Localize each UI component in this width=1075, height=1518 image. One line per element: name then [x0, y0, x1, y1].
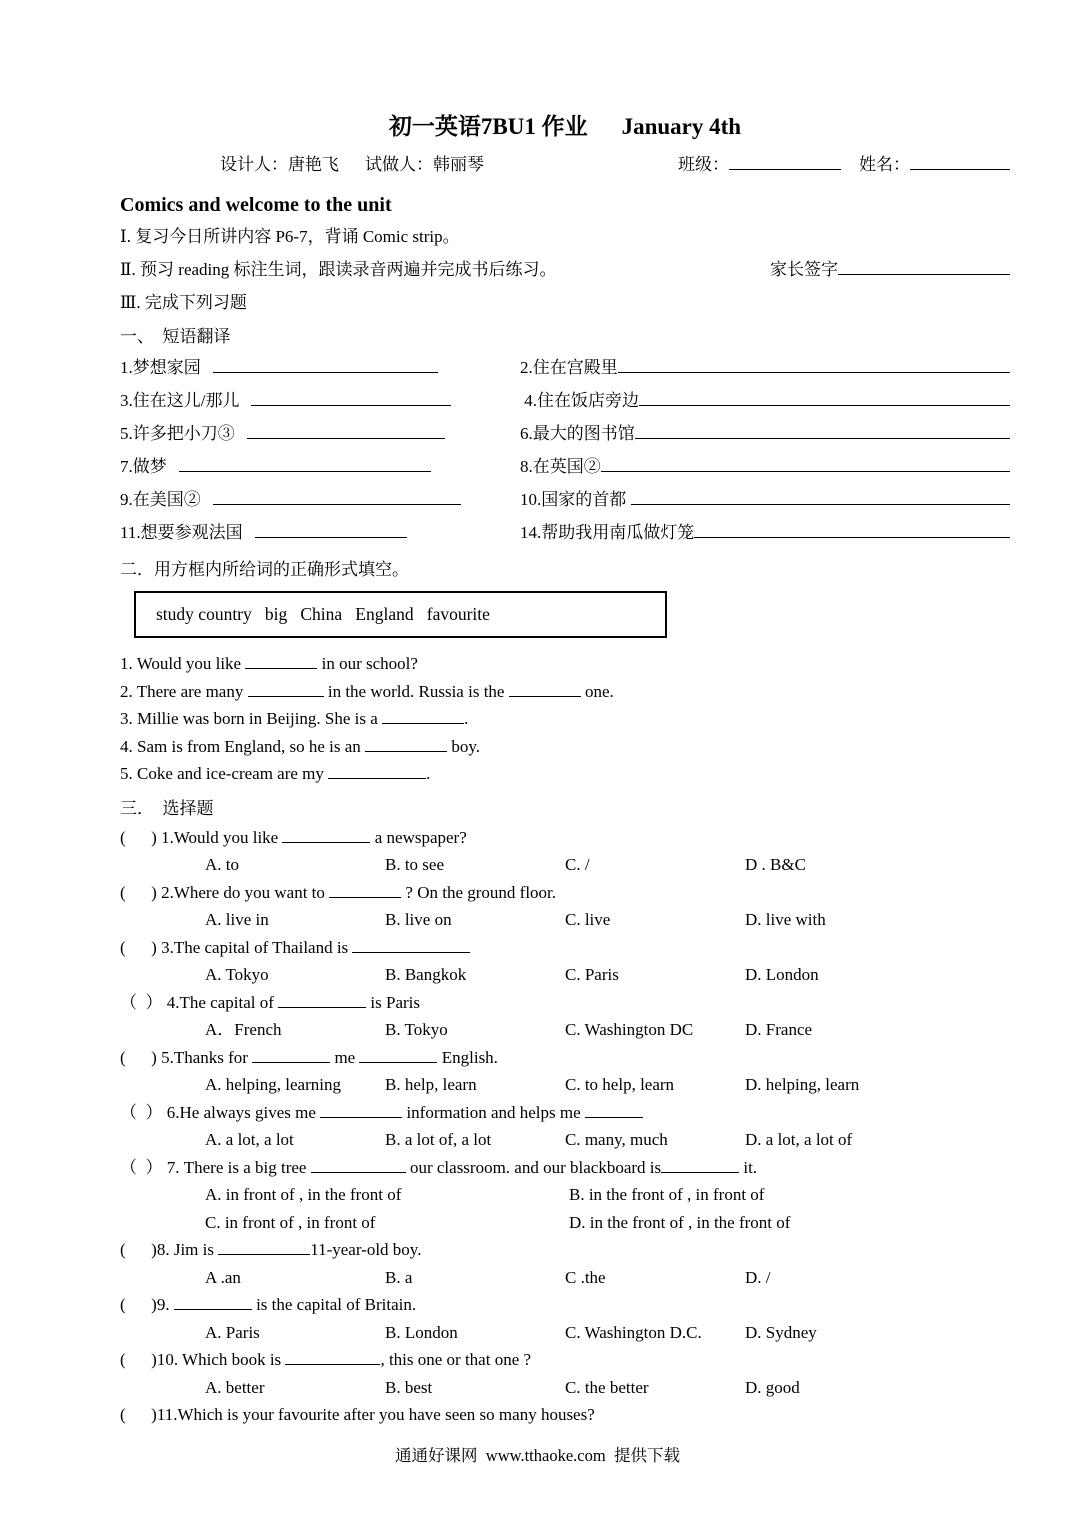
mc-option: C. many, much: [565, 1130, 668, 1149]
mc-option: D. a lot, a lot of: [745, 1130, 853, 1149]
answer-blank-line: [213, 357, 438, 373]
mc-option-row: [120, 1209, 1010, 1237]
mc-option: C. the better: [565, 1377, 649, 1397]
mc-option: A. to: [205, 855, 239, 874]
task-list: [120, 220, 1010, 319]
text-segment: 1.Would you like: [161, 827, 283, 847]
mc-questions: [120, 824, 1010, 1429]
phrase-label: 14.帮助我用南瓜做灯笼: [520, 523, 695, 542]
mc-option: B. Bangkok: [385, 965, 467, 984]
signature-blank-line: [838, 259, 1010, 275]
text-segment: 8. Jim is: [156, 1240, 219, 1259]
phrase-label: 7.做梦: [120, 457, 167, 476]
answer-blank-line: [585, 1101, 643, 1117]
text-segment: 7. There is a big tree: [166, 1157, 311, 1177]
answer-blank-line: [618, 357, 1010, 373]
answer-blank-line: [601, 456, 1010, 472]
phrase-label: 5.许多把小刀③: [120, 424, 235, 443]
phrase-label: 11.想要参观法国: [120, 523, 243, 542]
mc-option-row: [120, 1016, 1010, 1044]
mc-option: B. in the front of , in front of: [569, 1185, 765, 1204]
mc-option-row: [120, 851, 1010, 879]
answer-blank-line: [255, 522, 407, 538]
text-segment: in the world. Russia is the: [323, 681, 509, 701]
answer-blank-line: [359, 1046, 437, 1062]
answer-blank-line: [328, 763, 426, 779]
mc-question: [120, 1346, 1010, 1374]
phrase-grid: [120, 353, 1010, 551]
mc-option: A．French: [205, 1020, 282, 1039]
mc-option: C. /: [565, 855, 590, 874]
answer-blank-line: [247, 423, 445, 439]
text-segment: 4.The capital of: [166, 992, 279, 1012]
name-label: 姓名：: [859, 155, 910, 174]
answer-parentheses: （ ）: [120, 992, 167, 1012]
mc-question: [120, 1154, 1010, 1182]
phrase-row: [120, 452, 1010, 485]
mc-option: A. helping, learning: [205, 1075, 341, 1094]
mc-option-row: [120, 1319, 1010, 1347]
mc-question: [120, 1291, 1010, 1319]
title-chinese: 初一英语7BU1 作业: [388, 114, 588, 139]
answer-parentheses: ( ): [120, 827, 162, 847]
answer-blank-line: [218, 1239, 310, 1255]
answer-blank-line: [245, 653, 317, 669]
mc-option: C. live: [565, 910, 611, 929]
text-segment: 5. Coke and ice-cream are my: [120, 764, 329, 783]
task-item: [120, 286, 1010, 319]
mc-option: D . B&C: [745, 855, 806, 874]
answer-parentheses: ( ): [120, 1240, 157, 1259]
phrase-item: [520, 386, 1010, 411]
mc-option-row: [120, 961, 1010, 989]
unit-heading: Comics and welcome to the unit: [120, 194, 392, 216]
mc-option: B. a lot of, a lot: [385, 1130, 492, 1149]
task-item: [120, 253, 1010, 286]
answer-blank-line: [631, 489, 1011, 505]
answer-blank-line: [365, 735, 447, 751]
text-segment: in our school?: [317, 654, 418, 673]
answer-blank-line: [320, 1101, 402, 1117]
answer-blank-line: [661, 1156, 739, 1172]
answer-blank-line: [174, 1294, 252, 1310]
mc-option: B. live on: [385, 910, 452, 929]
phrase-item: [520, 419, 1010, 444]
mc-option: A. in front of , in the front of: [205, 1185, 402, 1204]
mc-question: [120, 1099, 1010, 1127]
text-segment: .: [426, 764, 431, 783]
task-text: Ⅰ. 复习今日所讲内容 P6-7，背诵 Comic strip。: [120, 227, 460, 246]
answer-parentheses: ( ): [120, 1405, 157, 1424]
answer-parentheses: ( ): [120, 1295, 157, 1314]
authors: [120, 150, 484, 180]
fill-in-sentence: [120, 650, 1010, 678]
answer-blank-line: [382, 708, 464, 724]
text-segment: ? On the ground floor.: [401, 882, 557, 902]
text-segment: English.: [437, 1047, 498, 1067]
footer-watermark: 通通好课网 www.tthaoke.com 提供下载: [395, 1446, 680, 1465]
phrase-row: [120, 386, 1010, 419]
mc-option: D. good: [745, 1377, 800, 1397]
mc-option: D. London: [745, 965, 819, 984]
phrase-row: [120, 518, 1010, 551]
meta-row: [120, 150, 1010, 180]
answer-blank-line: [352, 936, 470, 952]
answer-blank-line: [213, 489, 461, 505]
phrase-item: [520, 518, 1010, 543]
text-segment: 3.The capital of Thailand is: [161, 937, 353, 957]
mc-option: A. a lot, a lot: [205, 1130, 294, 1149]
answer-parentheses: ( ): [120, 1350, 157, 1369]
text-segment: 3. Millie was born in Beijing. She is a: [120, 709, 383, 728]
text-segment: .: [464, 709, 469, 728]
answer-blank-line: [278, 991, 366, 1007]
answer-blank-line: [282, 826, 370, 842]
mc-option: B. help, learn: [385, 1075, 477, 1094]
student-fields: [678, 150, 1010, 180]
answer-blank-line: [639, 390, 1010, 406]
designer-label: 设计人：唐艳飞: [220, 155, 339, 174]
phrase-item: [120, 386, 520, 411]
answer-parentheses: ( ): [120, 882, 162, 902]
mc-question: [120, 879, 1010, 907]
answer-parentheses: ( ): [120, 1047, 162, 1067]
mc-option: A. Paris: [205, 1322, 260, 1342]
section3-heading: 三． 选择题: [120, 798, 214, 818]
mc-question: [120, 1044, 1010, 1072]
phrase-label: 6.最大的图书馆: [520, 424, 635, 443]
phrase-label: 3.住在这儿/那儿: [120, 391, 240, 410]
class-label: 班级：: [678, 155, 729, 174]
phrase-label: 9.在美国②: [120, 490, 201, 509]
text-segment: 10. Which book is: [156, 1350, 286, 1369]
mc-question: [120, 989, 1010, 1017]
mc-option: D. Sydney: [745, 1322, 817, 1342]
text-segment: , this one or that one ?: [380, 1350, 532, 1369]
answer-blank-line: [311, 1156, 406, 1172]
class-blank-line: [729, 154, 841, 170]
text-segment: 6.He always gives me: [166, 1102, 321, 1122]
mc-option: B. London: [385, 1322, 458, 1342]
mc-option: D. helping, learn: [745, 1075, 860, 1094]
text-segment: me: [330, 1047, 360, 1067]
text-segment: 2.Where do you want to: [161, 882, 330, 902]
word-box: study country big China England favourite: [134, 591, 667, 638]
mc-question: [120, 1401, 1010, 1429]
text-segment: it.: [739, 1157, 758, 1177]
text-segment: 4. Sam is from England, so he is an: [120, 736, 366, 756]
section1-heading: 一、 短语翻译: [120, 327, 231, 346]
page-title: [120, 110, 1010, 144]
text-segment: boy.: [447, 736, 480, 756]
answer-parentheses: （ ）: [120, 1102, 167, 1122]
answer-blank-line: [285, 1349, 380, 1365]
mc-option: B. best: [385, 1377, 433, 1397]
mc-option-row: [120, 1374, 1010, 1402]
phrase-item: [120, 452, 520, 477]
phrase-item: [120, 485, 520, 510]
phrase-label: 2.住在宫殿里: [520, 358, 618, 377]
phrase-item: [120, 419, 520, 444]
fill-in-sentence: [120, 705, 1010, 733]
mc-option: C .the: [565, 1267, 606, 1287]
text-segment: 2. There are many: [120, 681, 248, 701]
text-segment: our classroom. and our blackboard is: [405, 1157, 662, 1177]
parent-signature: [770, 253, 1010, 286]
phrase-item: [520, 353, 1010, 378]
signature-label: 家长签字: [770, 260, 838, 279]
fill-in-sentence: [120, 733, 1010, 761]
task-item: [120, 220, 1010, 253]
mc-question: [120, 934, 1010, 962]
tester-label: 试做人：韩丽琴: [365, 155, 484, 174]
text-segment: is the capital of Britain.: [251, 1295, 417, 1314]
phrase-item: [120, 518, 520, 543]
mc-option: C. to help, learn: [565, 1075, 675, 1094]
mc-option-row: [120, 1126, 1010, 1154]
mc-option: C. Washington D.C.: [565, 1322, 702, 1342]
mc-option: A. Tokyo: [205, 965, 269, 984]
task-text: Ⅱ. 预习 reading 标注生词，跟读录音两遍并完成书后练习。: [120, 260, 557, 279]
name-blank-line: [910, 154, 1010, 170]
mc-option: B. a: [385, 1267, 413, 1287]
phrase-item: [120, 353, 520, 378]
fill-in-sentence: [120, 760, 1010, 788]
answer-blank-line: [635, 423, 1010, 439]
task-text: Ⅲ. 完成下列习题: [120, 293, 247, 312]
text-segment: 11.Which is your favourite after you have seen so many houses?: [156, 1405, 595, 1424]
answer-parentheses: ( ): [120, 937, 162, 957]
phrase-row: [120, 419, 1010, 452]
mc-option: D. in the front of , in the front of: [569, 1212, 791, 1232]
phrase-item: [520, 485, 1010, 510]
mc-option: B. to see: [385, 855, 445, 874]
title-date: January 4th: [621, 114, 742, 139]
text-segment: 5.Thanks for: [161, 1047, 253, 1067]
phrase-row: [120, 485, 1010, 518]
text-segment: is Paris: [366, 992, 420, 1012]
text-segment: 1. Would you like: [120, 654, 246, 673]
mc-option: D. live with: [745, 910, 826, 929]
answer-parentheses: （ ）: [120, 1157, 167, 1177]
mc-option-row: [120, 906, 1010, 934]
mc-option: C. Washington DC: [565, 1020, 694, 1039]
mc-option: D. France: [745, 1020, 813, 1039]
text-segment: a newspaper?: [370, 827, 467, 847]
mc-option: A. better: [205, 1377, 265, 1397]
text-segment: 11-year-old boy.: [310, 1240, 422, 1259]
phrase-item: [520, 452, 1010, 477]
answer-blank-line: [694, 522, 1010, 538]
phrase-label: 1.梦想家园: [120, 358, 201, 377]
phrase-row: [120, 353, 1010, 386]
mc-option: D. /: [745, 1267, 771, 1287]
text-segment: information and helps me: [402, 1102, 585, 1122]
mc-option: A .an: [205, 1267, 241, 1287]
fill-in-sentence: [120, 678, 1010, 706]
phrase-label: 4.住在饭店旁边: [520, 391, 639, 410]
phrase-label: 8.在英国②: [520, 457, 601, 476]
mc-option-row: [120, 1264, 1010, 1292]
mc-question: [120, 1236, 1010, 1264]
section2-heading: 二．用方框内所给词的正确形式填空。: [120, 560, 409, 579]
mc-option: B. Tokyo: [385, 1020, 448, 1039]
phrase-label: 10.国家的首都: [520, 490, 631, 509]
answer-blank-line: [329, 881, 401, 897]
answer-blank-line: [509, 680, 581, 696]
answer-blank-line: [251, 390, 451, 406]
mc-option-row: [120, 1181, 1010, 1209]
text-segment: one.: [580, 681, 614, 701]
answer-blank-line: [179, 456, 431, 472]
mc-option: C. in front of , in front of: [205, 1212, 376, 1232]
fill-in-sentences: [120, 650, 1010, 788]
answer-blank-line: [248, 680, 324, 696]
mc-option: C. Paris: [565, 965, 619, 984]
mc-option-row: [120, 1071, 1010, 1099]
mc-question: [120, 824, 1010, 852]
text-segment: 9.: [156, 1295, 174, 1314]
mc-option: A. live in: [205, 910, 269, 929]
answer-blank-line: [252, 1046, 330, 1062]
